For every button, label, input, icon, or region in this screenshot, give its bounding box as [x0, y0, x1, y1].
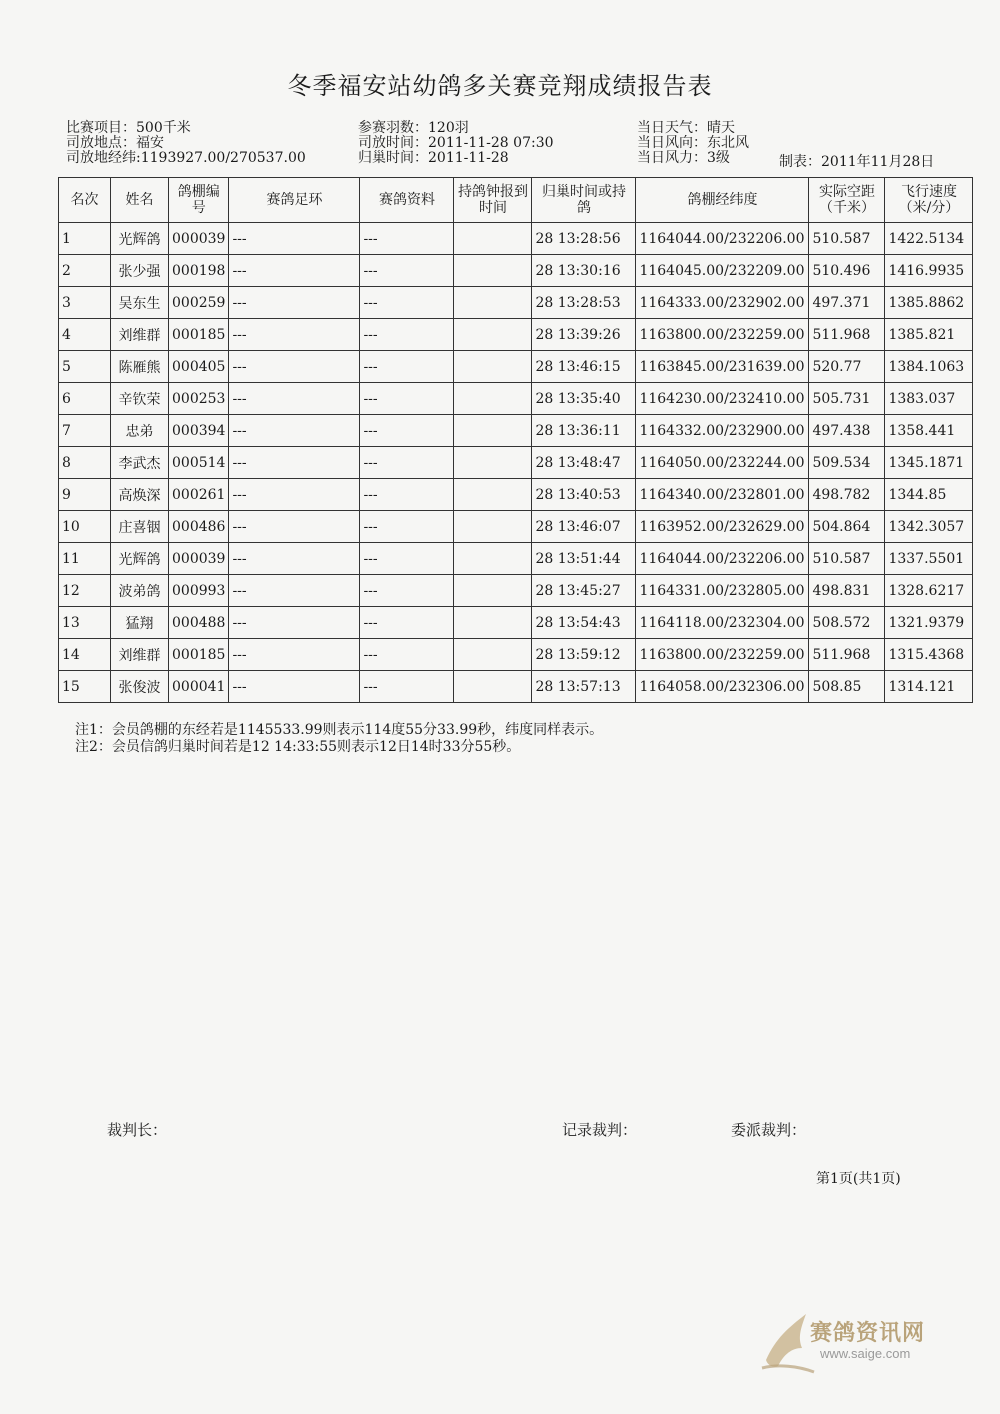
header-coordinates: 鸽棚经纬度: [636, 178, 809, 223]
coordinates-cell: 1164118.00/232304.00: [636, 607, 809, 639]
ring-cell: ---: [229, 671, 360, 703]
info-cell: ---: [360, 511, 454, 543]
coordinates-cell: 1164333.00/232902.00: [636, 287, 809, 319]
ring-cell: ---: [229, 383, 360, 415]
speed-cell: 1358.441: [885, 415, 973, 447]
results-table: [58, 177, 973, 703]
coordinates-cell: 1164045.00/232209.00: [636, 255, 809, 287]
info-cell: ---: [360, 575, 454, 607]
wind-force: 当日风力：3级: [637, 150, 730, 166]
entry-count: 参赛羽数：120羽: [358, 120, 469, 136]
info-cell: ---: [360, 255, 454, 287]
clock-cell: [454, 319, 532, 351]
distance-cell: 505.731: [809, 383, 885, 415]
distance-cell: 497.438: [809, 415, 885, 447]
coordinates-cell: 1164230.00/232410.00: [636, 383, 809, 415]
name-cell: 刘维群: [111, 639, 169, 671]
arrival-time-cell: 28 13:30:16: [532, 255, 636, 287]
distance-cell: 497.371: [809, 287, 885, 319]
speed-cell: 1385.8862: [885, 287, 973, 319]
clock-cell: [454, 287, 532, 319]
info-column-right: [637, 121, 749, 166]
clock-cell: [454, 575, 532, 607]
ring-cell: ---: [229, 223, 360, 255]
ring-cell: ---: [229, 479, 360, 511]
return-date: 归巢时间：2011-11-28: [358, 150, 509, 166]
info-cell: ---: [360, 415, 454, 447]
clock-cell: [454, 351, 532, 383]
coordinates-cell: 1163800.00/232259.00: [636, 639, 809, 671]
speed-cell: 1315.4368: [885, 639, 973, 671]
header-name: 姓名: [111, 178, 169, 223]
info-cell: ---: [360, 671, 454, 703]
distance-cell: 509.534: [809, 447, 885, 479]
info-cell: ---: [360, 351, 454, 383]
arrival-time-cell: 28 13:51:44: [532, 543, 636, 575]
rank-cell: 9: [59, 479, 111, 511]
clock-cell: [454, 671, 532, 703]
coordinates-cell: 1164044.00/232206.00: [636, 223, 809, 255]
table-row: [59, 287, 973, 319]
header-clock-time: 持鸽钟报到时间: [454, 178, 532, 223]
distance-cell: 510.587: [809, 543, 885, 575]
page-number: 第1页(共1页): [816, 1171, 901, 1187]
speed-cell: 1337.5501: [885, 543, 973, 575]
name-cell: 吴东生: [111, 287, 169, 319]
loft-cell: 000394: [169, 415, 229, 447]
arrival-time-cell: 28 13:28:53: [532, 287, 636, 319]
clock-cell: [454, 415, 532, 447]
clock-cell: [454, 543, 532, 575]
page-title: 冬季福安站幼鸽多关赛竞翔成绩报告表: [287, 72, 713, 100]
ring-cell: ---: [229, 447, 360, 479]
distance-cell: 520.77: [809, 351, 885, 383]
name-cell: 辛钦荣: [111, 383, 169, 415]
release-location: 司放地点：福安: [66, 135, 164, 151]
note-2: 注2：会员信鸽归巢时间若是12 14:33:55则表示12日14时33分55秒。: [75, 739, 521, 755]
arrival-time-cell: 28 13:45:27: [532, 575, 636, 607]
clock-cell: [454, 639, 532, 671]
ring-cell: ---: [229, 255, 360, 287]
coordinates-cell: 1164058.00/232306.00: [636, 671, 809, 703]
name-cell: 猛翔: [111, 607, 169, 639]
loft-cell: 000259: [169, 287, 229, 319]
loft-cell: 000993: [169, 575, 229, 607]
note-1: 注1：会员鸽棚的东经若是1145533.99则表示114度55分33.99秒，纬度同样表示。: [75, 722, 604, 738]
info-cell: ---: [360, 223, 454, 255]
ring-cell: ---: [229, 319, 360, 351]
rank-cell: 8: [59, 447, 111, 479]
arrival-time-cell: 28 13:48:47: [532, 447, 636, 479]
info-column-left: [66, 121, 306, 166]
coordinates-cell: 1164340.00/232801.00: [636, 479, 809, 511]
name-cell: 张少强: [111, 255, 169, 287]
info-cell: ---: [360, 287, 454, 319]
arrival-time-cell: 28 13:46:15: [532, 351, 636, 383]
table-row: [59, 575, 973, 607]
loft-cell: 000039: [169, 223, 229, 255]
header-loft: 鸽棚编号: [169, 178, 229, 223]
table-row: [59, 479, 973, 511]
table-row: [59, 415, 973, 447]
rank-cell: 13: [59, 607, 111, 639]
header-ring: 赛鸽足环: [229, 178, 360, 223]
distance-cell: 510.496: [809, 255, 885, 287]
speed-cell: 1385.821: [885, 319, 973, 351]
name-cell: 高焕深: [111, 479, 169, 511]
info-cell: ---: [360, 543, 454, 575]
info-cell: ---: [360, 383, 454, 415]
header-arrival-time: 归巢时间或持鸽: [532, 178, 636, 223]
coordinates-cell: 1163952.00/232629.00: [636, 511, 809, 543]
arrival-time-cell: 28 13:36:11: [532, 415, 636, 447]
coordinates-cell: 1164050.00/232244.00: [636, 447, 809, 479]
coordinates-cell: 1164044.00/232206.00: [636, 543, 809, 575]
arrival-time-cell: 28 13:46:07: [532, 511, 636, 543]
loft-cell: 000041: [169, 671, 229, 703]
table-row: [59, 351, 973, 383]
loft-cell: 000185: [169, 639, 229, 671]
rank-cell: 10: [59, 511, 111, 543]
arrival-time-cell: 28 13:59:12: [532, 639, 636, 671]
name-cell: 光辉鸽: [111, 543, 169, 575]
distance-cell: 508.572: [809, 607, 885, 639]
speed-cell: 1321.9379: [885, 607, 973, 639]
clock-cell: [454, 511, 532, 543]
speed-cell: 1383.037: [885, 383, 973, 415]
name-cell: 张俊波: [111, 671, 169, 703]
arrival-time-cell: 28 13:39:26: [532, 319, 636, 351]
distance-cell: 498.782: [809, 479, 885, 511]
name-cell: 波弟鸽: [111, 575, 169, 607]
table-row: [59, 671, 973, 703]
speed-cell: 1314.121: [885, 671, 973, 703]
table-row: [59, 607, 973, 639]
pigeon-logo-icon: [758, 1308, 818, 1378]
results-body: [59, 223, 973, 703]
name-cell: 李武杰: [111, 447, 169, 479]
table-row: [59, 447, 973, 479]
header-info: 赛鸽资料: [360, 178, 454, 223]
name-cell: 光辉鸽: [111, 223, 169, 255]
ring-cell: ---: [229, 511, 360, 543]
ring-cell: ---: [229, 415, 360, 447]
rank-cell: 1: [59, 223, 111, 255]
ring-cell: ---: [229, 607, 360, 639]
arrival-time-cell: 28 13:28:56: [532, 223, 636, 255]
ring-cell: ---: [229, 639, 360, 671]
rank-cell: 12: [59, 575, 111, 607]
ring-cell: ---: [229, 575, 360, 607]
table-row: [59, 639, 973, 671]
rank-cell: 11: [59, 543, 111, 575]
speed-cell: 1384.1063: [885, 351, 973, 383]
loft-cell: 000405: [169, 351, 229, 383]
ring-cell: ---: [229, 543, 360, 575]
rank-cell: 2: [59, 255, 111, 287]
release-time: 司放时间：2011-11-28 07:30: [358, 135, 554, 151]
ring-cell: ---: [229, 287, 360, 319]
loft-cell: 000253: [169, 383, 229, 415]
arrival-time-cell: 28 13:57:13: [532, 671, 636, 703]
loft-cell: 000488: [169, 607, 229, 639]
table-row: [59, 319, 973, 351]
header-speed: 飞行速度（米/分）: [885, 178, 973, 223]
speed-cell: 1416.9935: [885, 255, 973, 287]
loft-cell: 000486: [169, 511, 229, 543]
info-column-middle: [358, 121, 554, 166]
name-cell: 庄喜铟: [111, 511, 169, 543]
made-date: 制表：2011年11月28日: [779, 154, 935, 170]
notes: [75, 722, 603, 756]
arrival-time-cell: 28 13:40:53: [532, 479, 636, 511]
info-cell: ---: [360, 479, 454, 511]
weather: 当日天气：晴天: [637, 120, 735, 136]
table-row: [59, 383, 973, 415]
table-row: [59, 543, 973, 575]
coordinates-cell: 1163845.00/231639.00: [636, 351, 809, 383]
distance-cell: 511.968: [809, 639, 885, 671]
table-row: [59, 223, 973, 255]
race-distance: 比赛项目：500千米: [66, 120, 191, 136]
coordinates-cell: 1164331.00/232805.00: [636, 575, 809, 607]
clock-cell: [454, 223, 532, 255]
info-cell: ---: [360, 639, 454, 671]
distance-cell: 508.85: [809, 671, 885, 703]
watermark-logo: [758, 1308, 978, 1378]
loft-cell: 000514: [169, 447, 229, 479]
rank-cell: 15: [59, 671, 111, 703]
distance-cell: 498.831: [809, 575, 885, 607]
table-row: [59, 511, 973, 543]
assigned-judge-signature: 委派裁判：: [731, 1121, 807, 1139]
ring-cell: ---: [229, 351, 360, 383]
coordinates-cell: 1164332.00/232900.00: [636, 415, 809, 447]
name-cell: 陈雁熊: [111, 351, 169, 383]
coordinates-cell: 1163800.00/232259.00: [636, 319, 809, 351]
watermark-text: 赛鸽资讯网: [810, 1320, 926, 1345]
clock-cell: [454, 255, 532, 287]
chief-judge-signature: 裁判长：: [107, 1121, 168, 1139]
release-coordinates: 司放地经纬:1193927.00/270537.00: [66, 150, 306, 166]
loft-cell: 000198: [169, 255, 229, 287]
name-cell: 忠弟: [111, 415, 169, 447]
header-rank: 名次: [59, 178, 111, 223]
speed-cell: 1344.85: [885, 479, 973, 511]
table-row: [59, 255, 973, 287]
watermark-url: www.saige.com: [820, 1346, 911, 1361]
info-cell: ---: [360, 319, 454, 351]
info-cell: ---: [360, 607, 454, 639]
clock-cell: [454, 383, 532, 415]
info-cell: ---: [360, 447, 454, 479]
rank-cell: 5: [59, 351, 111, 383]
name-cell: 刘维群: [111, 319, 169, 351]
loft-cell: 000185: [169, 319, 229, 351]
speed-cell: 1345.1871: [885, 447, 973, 479]
rank-cell: 6: [59, 383, 111, 415]
arrival-time-cell: 28 13:54:43: [532, 607, 636, 639]
rank-cell: 4: [59, 319, 111, 351]
distance-cell: 504.864: [809, 511, 885, 543]
clock-cell: [454, 479, 532, 511]
rank-cell: 14: [59, 639, 111, 671]
header-row: [59, 178, 973, 223]
rank-cell: 7: [59, 415, 111, 447]
speed-cell: 1342.3057: [885, 511, 973, 543]
loft-cell: 000261: [169, 479, 229, 511]
arrival-time-cell: 28 13:35:40: [532, 383, 636, 415]
loft-cell: 000039: [169, 543, 229, 575]
speed-cell: 1422.5134: [885, 223, 973, 255]
speed-cell: 1328.6217: [885, 575, 973, 607]
rank-cell: 3: [59, 287, 111, 319]
clock-cell: [454, 607, 532, 639]
wind-direction: 当日风向：东北风: [637, 135, 749, 151]
distance-cell: 510.587: [809, 223, 885, 255]
record-judge-signature: 记录裁判：: [562, 1121, 638, 1139]
clock-cell: [454, 447, 532, 479]
distance-cell: 511.968: [809, 319, 885, 351]
header-distance: 实际空距（千米）: [809, 178, 885, 223]
